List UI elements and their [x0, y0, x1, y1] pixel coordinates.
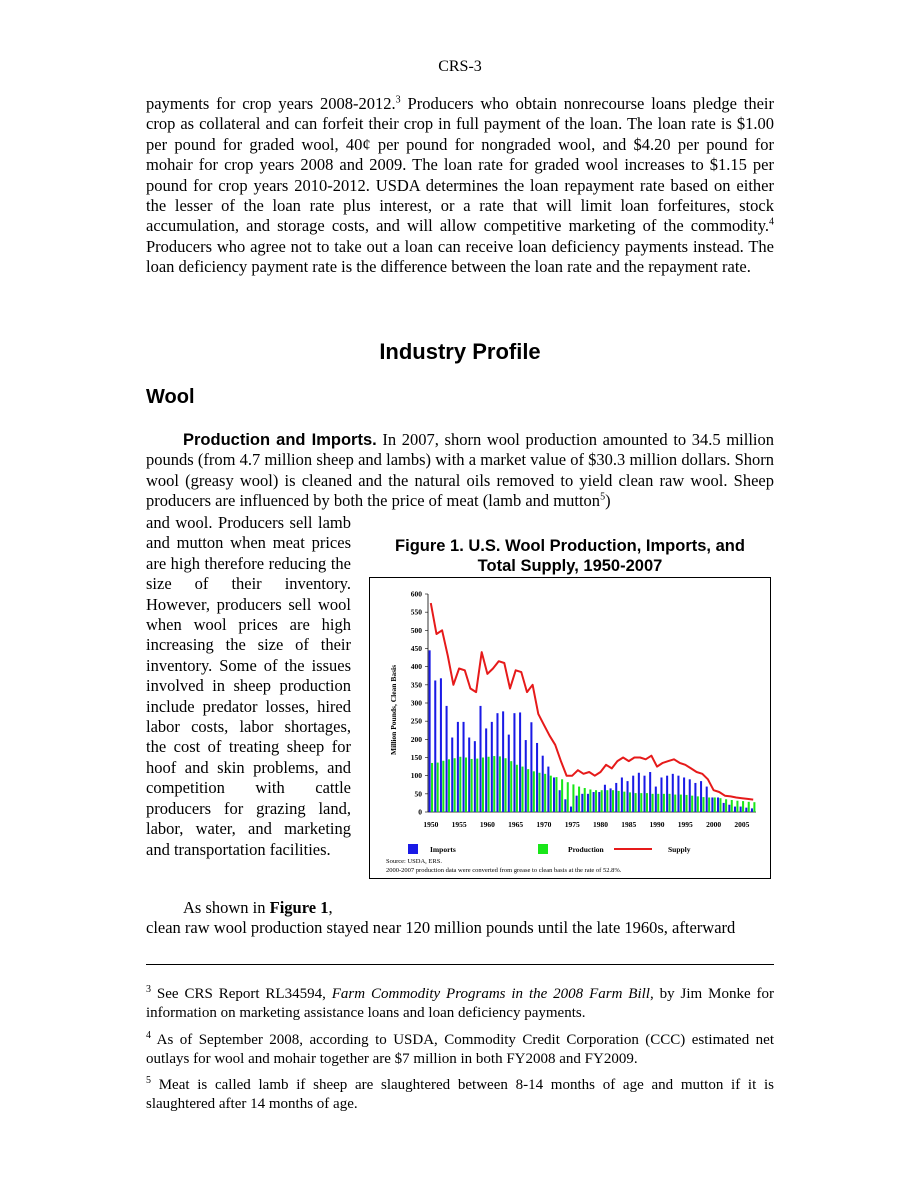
- footnote-ref-5[interactable]: 5: [600, 491, 606, 503]
- production-bar: [635, 793, 637, 812]
- production-bar: [719, 798, 721, 812]
- imports-bar: [547, 767, 549, 812]
- legend-label-production: Production: [568, 845, 604, 854]
- imports-bar: [485, 728, 487, 812]
- imports-bar: [542, 756, 544, 812]
- imports-bar: [468, 738, 470, 812]
- production-bar: [629, 792, 631, 812]
- section-title: Industry Profile: [379, 339, 541, 364]
- production-bar: [612, 790, 614, 812]
- imports-bar: [666, 776, 668, 812]
- production-bar: [482, 758, 484, 813]
- y-tick-label: 50: [414, 789, 422, 799]
- report-title: Farm Commodity Programs in the 2008 Farm Bill: [331, 986, 650, 1002]
- production-bar: [652, 794, 654, 812]
- y-tick-label: 0: [418, 807, 422, 817]
- production-bar: [454, 758, 456, 812]
- production-bar: [708, 797, 710, 812]
- production-bar: [555, 777, 557, 812]
- imports-bar: [536, 743, 538, 812]
- imports-bar: [440, 678, 442, 812]
- page-number-header: CRS-3: [438, 58, 482, 75]
- production-runin-heading: Production and Imports.: [183, 431, 377, 449]
- production-bar: [584, 788, 586, 812]
- production-text-b: ): [605, 491, 611, 511]
- production-bar: [465, 758, 467, 813]
- x-tick-label: 1980: [592, 820, 608, 829]
- intro-text-b: Producers who obtain nonrecourse loans pledge their crop as collateral and can forfeit their crop in full payment of the loan. The loan rate is $1.00 per pound for graded wool, 40¢ per pound for nongraded wool, and $4.20 per pound for mohair for crop years 2008 and 2009. The loan rate for graded wool increases to $1.15 per pound for crop years 2010-2012. USDA determines the loan repayment rate based on either the lesser of the loan rate plus interest, or a rate that will limit loan forfeitures, stock accumulation, and storage costs, and will allow competitive marketing of the commodity.: [146, 94, 774, 236]
- imports-bar: [587, 794, 589, 812]
- production-bar: [725, 799, 727, 812]
- subsection-title: Wool: [146, 386, 195, 408]
- x-tick-label: 2000: [706, 820, 722, 829]
- y-tick-label: 350: [410, 680, 422, 690]
- production-bar: [442, 761, 444, 812]
- y-tick-label: 550: [410, 607, 422, 617]
- production-bar: [550, 776, 552, 812]
- legend-label-imports: Imports: [430, 845, 456, 854]
- y-tick-label: 300: [410, 698, 422, 708]
- y-axis: [411, 590, 428, 817]
- production-bar: [606, 790, 608, 812]
- imports-bar: [615, 783, 617, 812]
- production-bar: [431, 763, 433, 812]
- imports-bar: [519, 712, 521, 812]
- imports-bar: [683, 777, 685, 812]
- production-bar: [448, 759, 450, 812]
- imports-bar: [655, 787, 657, 812]
- imports-bar: [723, 803, 725, 812]
- production-side-paragraph: and wool. Producers sell lamb and mutton when meat prices are high therefore reducing the size of their inventory. However, producers sell wool when wool prices are high increasing the size of their inventory. Some of the issues involved in sheep production include predator losses, hired labor costs, labor shortages, the cost of treating sheep for hoof and skin problems, and competition with cattle producers for grazing land, labor, water, and marketing and transportation facilities.: [146, 513, 351, 859]
- production-bar: [657, 794, 659, 812]
- production-bar: [533, 771, 535, 812]
- x-tick-label: 1950: [423, 820, 439, 829]
- production-bar: [640, 793, 642, 812]
- production-bar: [669, 794, 671, 812]
- footnote-ref-4[interactable]: 4: [769, 216, 774, 228]
- imports-bar: [672, 774, 674, 812]
- production-bar: [646, 793, 648, 812]
- production-bar: [748, 802, 750, 812]
- x-tick-label: 1970: [536, 820, 552, 829]
- imports-bar: [700, 781, 702, 812]
- imports-bar: [728, 805, 730, 812]
- y-tick-label: 250: [410, 716, 422, 726]
- production-bar: [572, 784, 574, 812]
- imports-bar: [689, 779, 691, 812]
- imports-bar: [745, 808, 747, 812]
- footnote-number: 5: [146, 1075, 151, 1086]
- imports-bar: [530, 722, 532, 812]
- production-bar: [544, 774, 546, 812]
- production-bar: [578, 787, 580, 812]
- imports-bar: [525, 740, 527, 812]
- figure-source-line2: 2000-2007 production data were converted from grease to clean basis at the rate of 52.8%.: [386, 867, 622, 874]
- x-tick-label: 1995: [677, 820, 693, 829]
- imports-bar: [564, 799, 566, 812]
- x-tick-label: 1955: [451, 820, 467, 829]
- footnote-text: See CRS Report RL34594,: [151, 986, 332, 1002]
- production-bar: [686, 795, 688, 812]
- figure-source-line1: Source: USDA, ERS.: [386, 858, 442, 865]
- imports-bar: [632, 776, 634, 812]
- imports-bar: [643, 776, 645, 812]
- footnote-number: 4: [146, 1030, 151, 1041]
- production-bar: [680, 795, 682, 812]
- imports-bar: [593, 792, 595, 812]
- intro-paragraph: [146, 94, 774, 278]
- production-bar: [510, 761, 512, 812]
- production-bar: [499, 756, 501, 812]
- y-tick-label: 600: [410, 589, 422, 599]
- production-bar: [493, 756, 495, 812]
- production-bar: [437, 763, 439, 812]
- footnote-ref-3[interactable]: 3: [395, 94, 401, 106]
- production-bar: [697, 796, 699, 812]
- imports-bar: [638, 773, 640, 812]
- footnote-4: [146, 1031, 774, 1069]
- production-bar: [736, 801, 738, 812]
- footnote-divider: [146, 964, 774, 965]
- y-tick-label: 100: [410, 771, 422, 781]
- production-bar: [691, 796, 693, 812]
- x-tick-label: 1990: [649, 820, 665, 829]
- production-text-a: In 2007, shorn wool production amounted to 34.5 million pounds (from 4.7 million sheep and lambs) with a market value of $30.3 million dollars. Shorn wool (greasy wool) is cleaned and the natural oils removed to yield clean raw wool. Sheep producers are influenced by both the price of meat (lamb and mutton: [146, 430, 775, 511]
- imports-bar: [706, 787, 708, 812]
- imports-bar: [694, 783, 696, 812]
- imports-bar: [581, 794, 583, 812]
- y-tick-label: 200: [410, 734, 422, 744]
- production-bar: [505, 758, 507, 812]
- imports-bar: [734, 807, 736, 812]
- imports-bar: [751, 808, 753, 812]
- imports-bar: [740, 807, 742, 812]
- production-bar: [516, 765, 518, 812]
- as-shown-text-c: clean raw wool production stayed near 120 million pounds until the late 1960s, afterward: [146, 918, 736, 938]
- y-tick-label: 150: [410, 753, 422, 762]
- intro-text-a: payments for crop years 2008-2012.: [146, 94, 396, 113]
- production-bar: [702, 797, 704, 812]
- imports-bar: [508, 735, 510, 812]
- imports-bar: [502, 711, 504, 812]
- supply-line: [431, 603, 753, 800]
- imports-bar: [446, 706, 448, 812]
- production-bar: [589, 789, 591, 812]
- imports-bar: [717, 797, 719, 812]
- imports-bar: [660, 777, 662, 812]
- imports-bar: [570, 807, 572, 812]
- imports-bar: [491, 722, 493, 812]
- production-bar: [561, 779, 563, 812]
- imports-bar: [479, 706, 481, 812]
- production-bar: [476, 759, 478, 812]
- imports-bar: [711, 797, 713, 812]
- footnote-text: , by Jim Monke for information on marketing assistance loans and loan deficiency payments.: [146, 986, 774, 1022]
- imports-bar: [559, 790, 561, 812]
- production-bar: [623, 792, 625, 812]
- production-bar: [753, 802, 755, 812]
- production-bar: [714, 797, 716, 812]
- y-axis-label: Million Pounds, Clean Basis: [389, 664, 398, 756]
- production-bar: [488, 757, 490, 812]
- legend-label-supply: Supply: [668, 845, 691, 854]
- production-bar: [527, 769, 529, 812]
- production-bar: [459, 757, 461, 812]
- imports-bar: [553, 777, 555, 812]
- imports-bar: [451, 738, 453, 812]
- intro-text-c: Producers who agree not to take out a loan can receive loan deficiency payments instead. The loan deficiency payment rate is the difference between the loan rate and the repayment rate.: [146, 236, 774, 277]
- footnote-3: [146, 985, 774, 1023]
- imports-bar: [621, 777, 623, 812]
- supply-line-group: [431, 603, 753, 800]
- x-axis: [423, 812, 756, 829]
- footnote-text: As of September 2008, according to USDA, Commodity Credit Corporation (CCC) estimated net outlays for wool and mohair together are $7 million in both FY2008 and FY2009.: [146, 1032, 774, 1068]
- as-shown-text-b: ,: [328, 898, 333, 917]
- imports-bar: [649, 772, 651, 812]
- production-bar: [731, 800, 733, 812]
- as-shown-text-a: As shown in: [183, 898, 270, 917]
- imports-bar: [576, 796, 578, 812]
- x-tick-label: 1965: [508, 820, 524, 829]
- production-bar: [538, 773, 540, 812]
- production-bar: [567, 782, 569, 812]
- x-tick-label: 2005: [734, 820, 750, 829]
- x-tick-label: 1975: [564, 820, 580, 829]
- production-bar: [595, 790, 597, 812]
- figure-1-reference[interactable]: Figure 1: [269, 898, 329, 917]
- figure-1-chart: [369, 577, 771, 879]
- production-bar: [618, 791, 620, 812]
- imports-bar: [434, 680, 436, 812]
- figure-title: [368, 536, 772, 576]
- figure-title-line2: Total Supply, 1950-2007: [477, 557, 663, 575]
- x-tick-label: 1960: [479, 820, 495, 829]
- imports-bar: [457, 722, 459, 812]
- imports-bar: [463, 722, 465, 812]
- production-bar: [601, 790, 603, 812]
- y-tick-label: 400: [410, 662, 422, 672]
- production-bar: [471, 759, 473, 812]
- production-bar: [742, 801, 744, 812]
- x-tick-label: 1985: [621, 820, 637, 829]
- production-bar: [674, 795, 676, 812]
- as-shown-paragraph: [146, 898, 774, 939]
- imports-bar: [474, 741, 476, 812]
- imports-bar: [604, 785, 606, 812]
- y-tick-label: 500: [410, 625, 422, 635]
- legend-swatch-imports: [408, 844, 418, 854]
- imports-bar: [627, 781, 629, 812]
- imports-bar: [429, 650, 431, 812]
- y-tick-label: 450: [410, 644, 422, 653]
- production-bar: [663, 794, 665, 812]
- figure-title-line1: Figure 1. U.S. Wool Production, Imports, and: [395, 537, 745, 555]
- footnote-5: [146, 1076, 774, 1114]
- chart-svg: [370, 578, 770, 878]
- imports-bar: [513, 713, 515, 812]
- imports-bar: [496, 713, 498, 812]
- imports-bar: [677, 776, 679, 812]
- legend-swatch-production: [538, 844, 548, 854]
- footnote-text: Meat is called lamb if sheep are slaughtered between 8-14 months of age and mutton if it is slaughtered after 14 months of age.: [146, 1077, 774, 1113]
- imports-bar: [610, 788, 612, 812]
- footnote-number: 3: [146, 984, 151, 995]
- production-bar: [522, 767, 524, 812]
- imports-bar: [598, 792, 600, 812]
- production-paragraph: [146, 430, 774, 512]
